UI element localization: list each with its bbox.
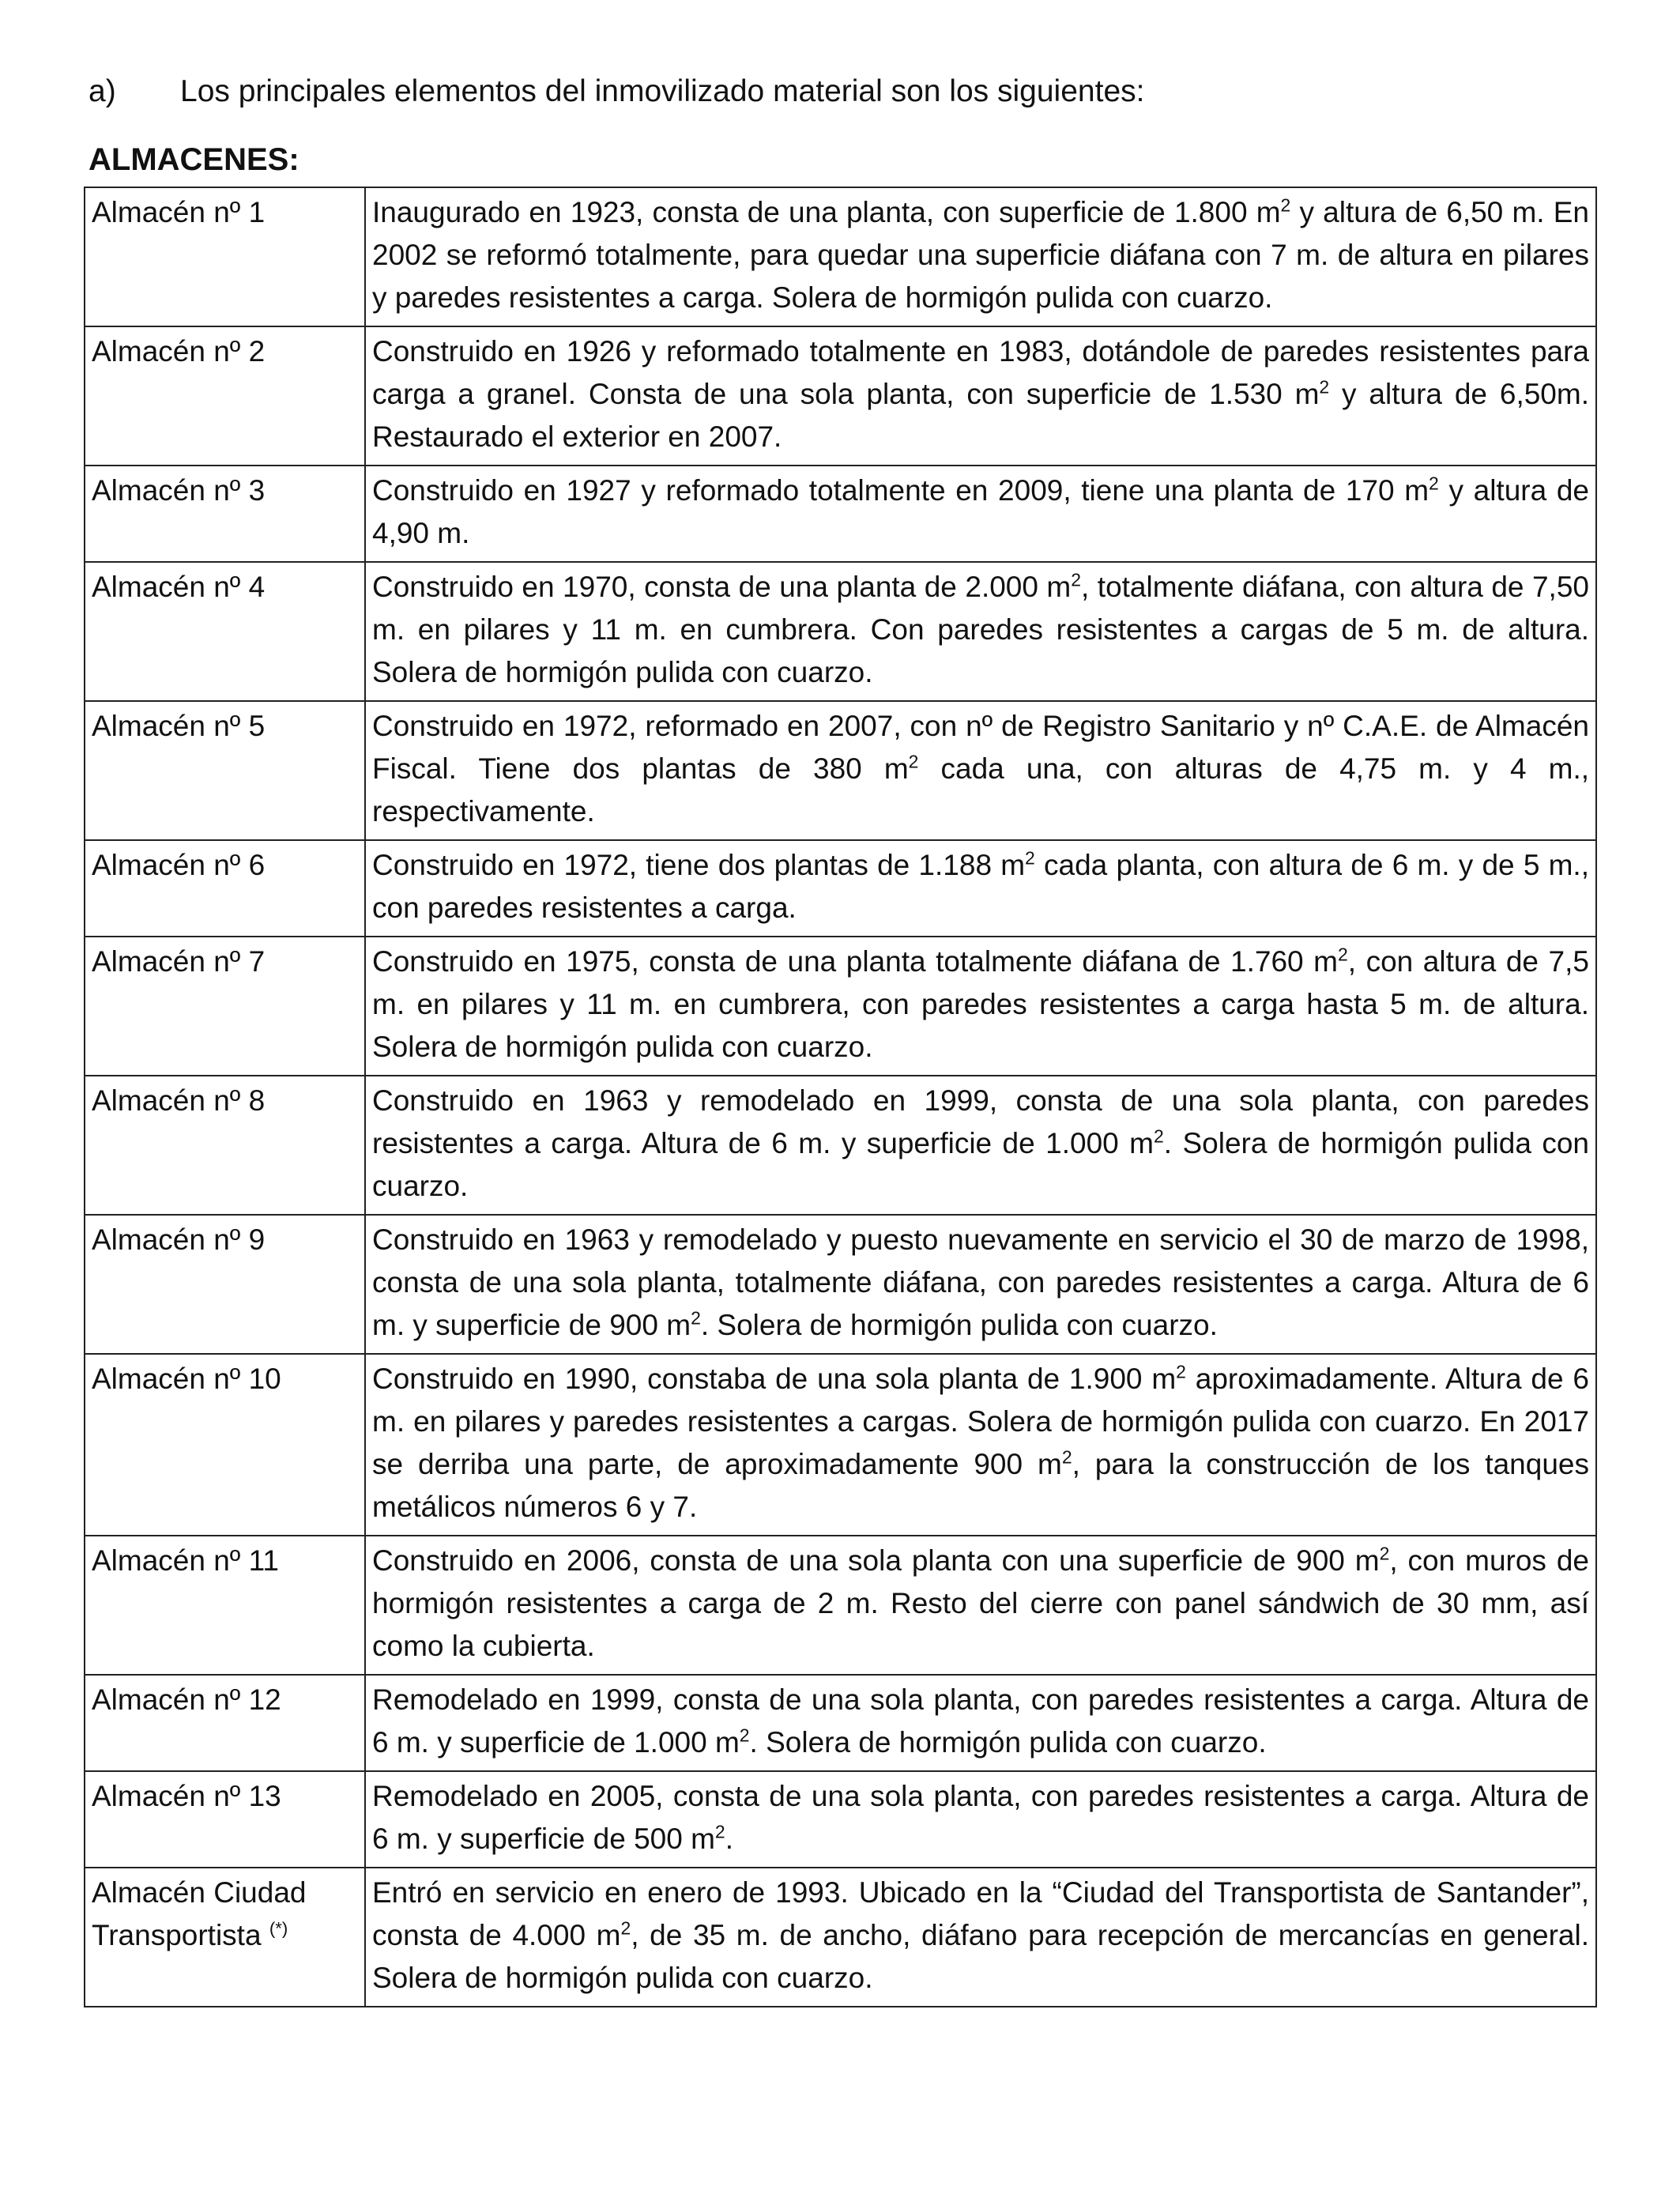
warehouse-name-cell [85,326,365,466]
warehouse-name-cell [85,1868,365,2007]
warehouse-description [365,1076,1596,1215]
table-row [85,1354,1596,1536]
warehouse-name: Almacén nº 8 [92,1084,266,1117]
table-row [85,937,1596,1076]
description-text: , para la construcción de los tanques metálicos números 6 y 7. [372,1448,1589,1523]
description-text: y altura de 4,90 m. [372,474,1589,549]
description-text: . Solera de hormigón pulida con cuarzo. [372,1127,1589,1202]
description-text: Construido en 1963 y remodelado en 1999, consta de una sola planta, con paredes resistentes a carga. Altura de 6 m. y superficie de 1.000 m [372,1084,1589,1159]
superscript: 2 [1154,1125,1164,1147]
superscript: 2 [1319,376,1330,398]
warehouse-description [365,326,1596,466]
warehouse-name: Almacén nº 13 [92,1780,281,1812]
superscript: 2 [1338,944,1348,965]
warehouse-name: Almacén nº 10 [92,1363,281,1395]
intro-line [89,70,1144,114]
superscript: 2 [620,1917,631,1939]
warehouse-name-line: Almacén Ciudad [92,1876,307,1909]
warehouse-name: Almacén nº 1 [92,196,266,228]
description-text: cada una, con alturas de 4,75 m. y 4 m., respectivamente. [372,752,1590,827]
description-text: Construido en 1970, consta de una planta de 2.000 m [372,571,1072,603]
warehouse-name: Almacén nº 11 [92,1544,280,1577]
table-row [85,466,1596,562]
warehouses-table-body [85,187,1596,2007]
warehouse-description [365,1868,1596,2007]
description-text: . Solera de hormigón pulida con cuarzo. [749,1726,1267,1759]
description-text: Construido en 1972, tiene dos plantas de 1.188 m [372,849,1026,881]
superscript: 2 [1061,1446,1072,1468]
warehouse-description [365,1536,1596,1675]
table-row [85,701,1596,840]
warehouse-name-cell [85,701,365,840]
superscript: 2 [691,1307,701,1329]
description-text: , con muros de hormigón resistentes a carga de 2 m. Resto del cierre con panel sándwich de 30 mm, así como la cubierta. [372,1544,1589,1662]
table-row [85,1771,1596,1868]
warehouses-table [84,187,1597,2007]
warehouse-name-cell [85,1354,365,1536]
warehouse-description [365,840,1596,937]
superscript: 2 [714,1821,725,1842]
superscript: 2 [1429,473,1439,494]
warehouse-name: Almacén nº 3 [92,474,266,507]
warehouse-description [365,1675,1596,1771]
description-text: , con altura de 7,5 m. en pilares y 11 m. en cumbrera, con paredes resistentes a carga hasta 5 m. de altura. Solera de hormigón pulida con cuarzo. [372,945,1589,1063]
description-text: , totalmente diáfana, con altura de 7,50 m. en pilares y 11 m. en cumbrera. Con paredes resistentes a cargas de 5 m. de altura. Solera de hormigón pulida con cuarzo. [372,571,1589,688]
warehouse-name: Almacén nº 9 [92,1223,266,1256]
description-text: Entró en servicio en enero de 1993. Ubicado en la “Ciudad del Transportista de Santander”, consta de 4.000 m [372,1876,1589,1951]
warehouse-name: Almacén nº 12 [92,1683,281,1716]
warehouse-name-cell [85,937,365,1076]
warehouse-description [365,701,1596,840]
description-text: aproximadamente. Altura de 6 m. en pilares y paredes resistentes a cargas. Solera de hormigón pulida con cuarzo. En 2017 se derriba una parte, de aproximadamente 900 m [372,1363,1589,1480]
warehouse-name: Almacén nº 7 [92,945,266,978]
warehouse-description [365,187,1596,326]
warehouse-description [365,1354,1596,1536]
description-text: Construido en 1990, constaba de una sola planta de 1.900 m [372,1363,1177,1395]
description-text: Construido en 1926 y reformado totalmente en 1983, dotándole de paredes resistentes para carga a granel. Consta de una sola planta, con superficie de 1.530 m [372,335,1589,410]
warehouse-name-cell [85,1536,365,1675]
table-row [85,326,1596,466]
warehouse-name-cell [85,1215,365,1354]
description-text: Construido en 1963 y remodelado y puesto nuevamente en servicio el 30 de marzo de 1998, consta de una sola planta, totalmente diáfana, con paredes resistentes a carga. Altura de 6 m. y superficie de 900 m [372,1223,1589,1341]
description-text: Construido en 1972, reformado en 2007, con nº de Registro Sanitario y nº C.A.E. de Almacén Fiscal. Tiene dos plantas de 380 m [372,710,1589,785]
description-text: , de 35 m. de ancho, diáfano para recepción de mercancías en general. Solera de hormigón pulida con cuarzo. [372,1919,1589,1994]
superscript: 2 [1379,1543,1390,1564]
superscript: 2 [1071,569,1082,590]
superscript: 2 [739,1725,750,1746]
superscript: 2 [908,751,919,772]
superscript: 2 [1025,847,1035,869]
description-text: . [725,1823,733,1855]
warehouse-name-line: Transportista [92,1919,262,1951]
intro-text: Los principales elementos del inmovilizado material son los siguientes: [180,74,1145,108]
description-text: y altura de 6,50m. Restaurado el exterior en 2007. [372,378,1589,453]
description-text: Remodelado en 1999, consta de una sola planta, con paredes resistentes a carga. Altura de 6 m. y superficie de 1.000 m [372,1683,1589,1759]
warehouse-description [365,466,1596,562]
description-text: y altura de 6,50 m. En 2002 se reformó totalmente, para quedar una superficie diáfana con 7 m. de altura en pilares y paredes resistentes a carga. Solera de hormigón pulida con cuarzo. [372,196,1589,314]
warehouse-name-cell [85,840,365,937]
warehouse-description [365,1771,1596,1868]
footnote-marker: (*) [269,1918,288,1939]
table-row [85,1076,1596,1215]
superscript: 2 [1280,194,1291,216]
table-row [85,1868,1596,2007]
warehouse-name: Almacén nº 2 [92,335,266,368]
table-row [85,1215,1596,1354]
superscript: 2 [1176,1361,1186,1382]
warehouse-name: Almacén nº 4 [92,571,266,603]
table-row [85,840,1596,937]
warehouse-name-cell [85,187,365,326]
warehouse-name-cell [85,562,365,701]
warehouse-name-cell [85,1771,365,1868]
description-text: Remodelado en 2005, consta de una sola planta, con paredes resistentes a carga. Altura de 6 m. y superficie de 500 m [372,1780,1589,1855]
description-text: Inaugurado en 1923, consta de una planta, con superficie de 1.800 m [372,196,1281,228]
warehouse-name-cell [85,1675,365,1771]
warehouse-name-cell [85,466,365,562]
table-row [85,187,1596,326]
warehouse-name: Almacén nº 6 [92,849,266,881]
table-row [85,1675,1596,1771]
description-text: Construido en 2006, consta de una sola planta con una superficie de 900 m [372,1544,1380,1577]
description-text: cada planta, con altura de 6 m. y de 5 m., con paredes resistentes a carga. [372,849,1589,924]
warehouse-name-cell [85,1076,365,1215]
description-text: Construido en 1927 y reformado totalmente en 2009, tiene una planta de 170 m [372,474,1430,507]
warehouse-description [365,937,1596,1076]
description-text: . Solera de hormigón pulida con cuarzo. [700,1309,1218,1341]
table-row [85,562,1596,701]
table-row [85,1536,1596,1675]
warehouse-name: Almacén nº 5 [92,710,266,742]
list-marker: a) [89,74,116,108]
warehouse-description [365,1215,1596,1354]
description-text: Construido en 1975, consta de una planta totalmente diáfana de 1.760 m [372,945,1338,978]
section-title: ALMACENES: [89,142,299,177]
warehouse-description [365,562,1596,701]
